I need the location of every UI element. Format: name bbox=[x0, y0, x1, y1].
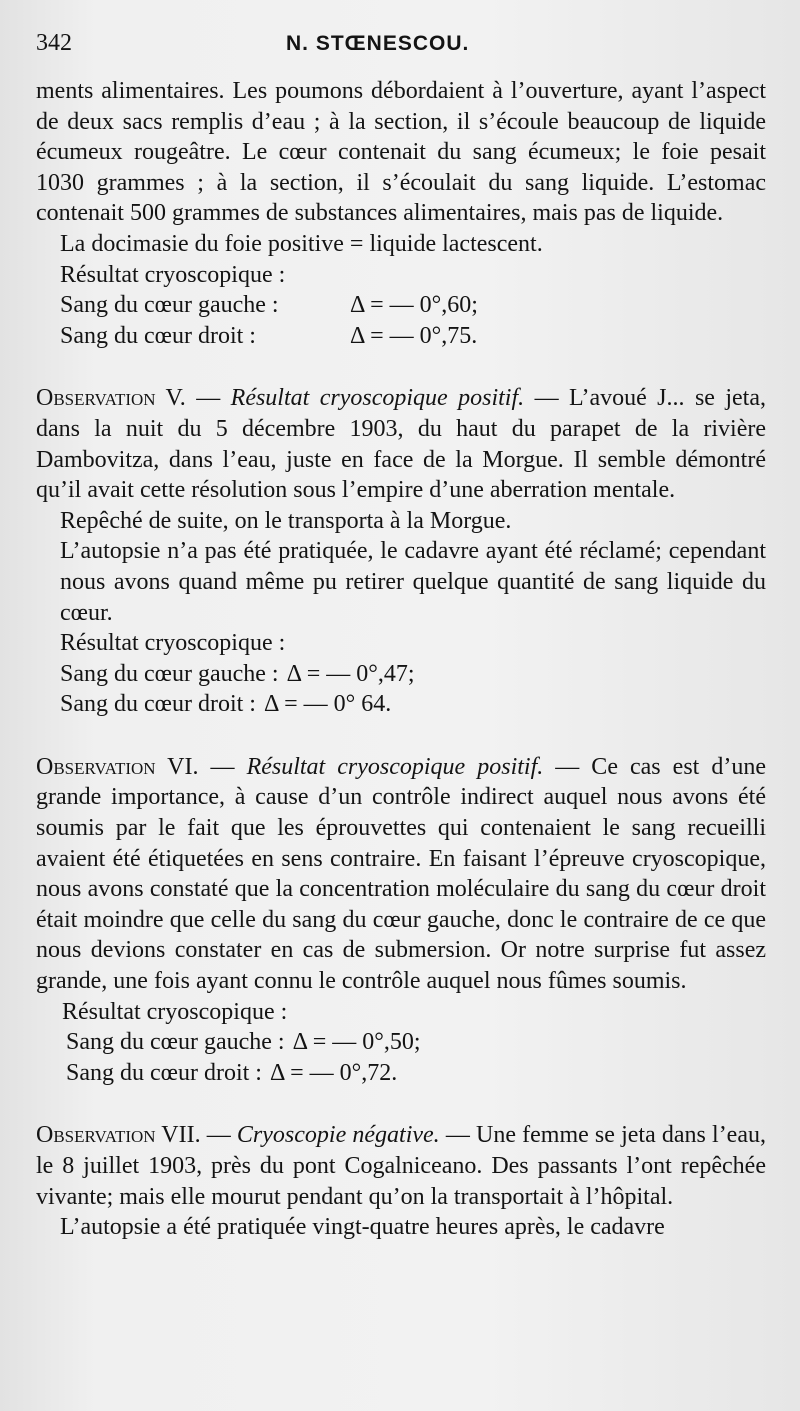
page-number: 342 bbox=[36, 30, 72, 56]
cryo-value: Δ = — 0°,72. bbox=[269, 1059, 398, 1086]
cryo-row-right bbox=[36, 689, 766, 720]
running-head: N. STŒNESCOU. bbox=[286, 32, 470, 55]
cryo-label: Sang du cœur gauche : bbox=[60, 660, 279, 687]
observation-title: Observation V. bbox=[36, 385, 186, 412]
cryo-row-left bbox=[36, 1027, 766, 1058]
cryo-value: Δ = — 0°,75. bbox=[350, 322, 478, 349]
cryo-value: Δ = — 0° 64. bbox=[263, 691, 392, 718]
paragraph: L’autopsie a été pratiquée vingt-quatre heures après, le cadavre bbox=[60, 1214, 665, 1241]
cryo-row-left bbox=[36, 659, 766, 690]
result-label: Résultat cryoscopique : bbox=[62, 998, 288, 1025]
observation-subtitle: Cryoscopie négative. bbox=[236, 1122, 440, 1149]
dash: — bbox=[200, 1122, 237, 1149]
dash: — bbox=[198, 753, 247, 780]
cryo-row-right bbox=[36, 321, 766, 352]
result-label: Résultat cryoscopique : bbox=[60, 630, 286, 657]
cryo-label: Sang du cœur droit : bbox=[60, 322, 256, 349]
cryo-value: Δ = — 0°,47; bbox=[286, 660, 415, 687]
observation-subtitle: Résultat cryoscopique positif. bbox=[230, 385, 525, 412]
cryo-value: Δ = — 0°,60; bbox=[350, 292, 478, 319]
cryo-label: Sang du cœur gauche : bbox=[60, 292, 279, 319]
paragraph: La docimasie du foie positive = liquide lactescent. bbox=[60, 230, 543, 257]
paragraph: L’autopsie n’a pas été pratiquée, le cadavre ayant été réclamé; cependant nous avons quand même pu retirer quelque quantité de sang liquide du cœur. bbox=[60, 538, 766, 626]
observation-text: — Ce cas est d’une grande importance, à cause d’un contrôle indirect auquel nous avons été soumis par le fait que les éprouvettes qui contenaient le sang recueilli avaient été étiquetées en sens contraire. En faisant l’épreuve cryoscopique, nous avons constaté que la concentration moléculaire du sang du cœur droit était moindre que celle du sang du cœur gauche, donc le contraire de ce que nous devions constater en cas de submersion. Or notre surprise fut assez grande, une fois ayant connu le contrôle auquel nous fûmes soumis. bbox=[36, 753, 767, 995]
observation-6 bbox=[36, 752, 766, 997]
page-header bbox=[36, 30, 766, 70]
observation-text: — Une femme se jeta dans l’eau, le 8 juillet 1903, près du pont Cogalniceano. Des passants l’ont repêchée vivante; mais elle mourut pendant qu’on la transportait à l’hôpital. bbox=[36, 1122, 766, 1210]
cryo-label: Sang du cœur gauche : bbox=[66, 1029, 285, 1056]
cryo-label: Sang du cœur droit : bbox=[60, 691, 256, 718]
cryo-row-right bbox=[36, 1058, 766, 1089]
paragraph: ments alimentaires. Les poumons débordaient à l’ouverture, ayant l’aspect de deux sacs remplis d’eau ; à la section, il s’écoule beaucoup de liquide écumeux rougeâtre. Le cœur contenait du sang écumeux; le foie pesait 1030 grammes ; à la section, il s’écoulait du sang liquide. L’estomac contenait 500 grammes de substances alimentaires, mais pas de liquide. bbox=[36, 78, 766, 227]
observation-5 bbox=[36, 383, 766, 505]
observation-title: Observation VI. bbox=[36, 753, 199, 780]
observation-text: — L’avoué J... se jeta, dans la nuit du 5 décembre 1903, du haut du parapet de la rivière Dambovitza, dans l’eau, juste en face de la Morgue. Il semble démontré qu’il avait cette résolution sous l’empire d’une aberration mentale. bbox=[36, 385, 767, 504]
observation-7 bbox=[36, 1120, 766, 1212]
cryo-row-left bbox=[36, 290, 766, 321]
result-label: Résultat cryoscopique : bbox=[60, 261, 286, 288]
dash: — bbox=[185, 385, 231, 412]
cryo-label: Sang du cœur droit : bbox=[66, 1059, 262, 1086]
observation-title: Observation VII. bbox=[36, 1122, 201, 1149]
paragraph: Repêché de suite, on le transporta à la Morgue. bbox=[60, 507, 512, 534]
observation-subtitle: Résultat cryoscopique positif. bbox=[246, 753, 544, 780]
cryo-value: Δ = — 0°,50; bbox=[292, 1029, 421, 1056]
